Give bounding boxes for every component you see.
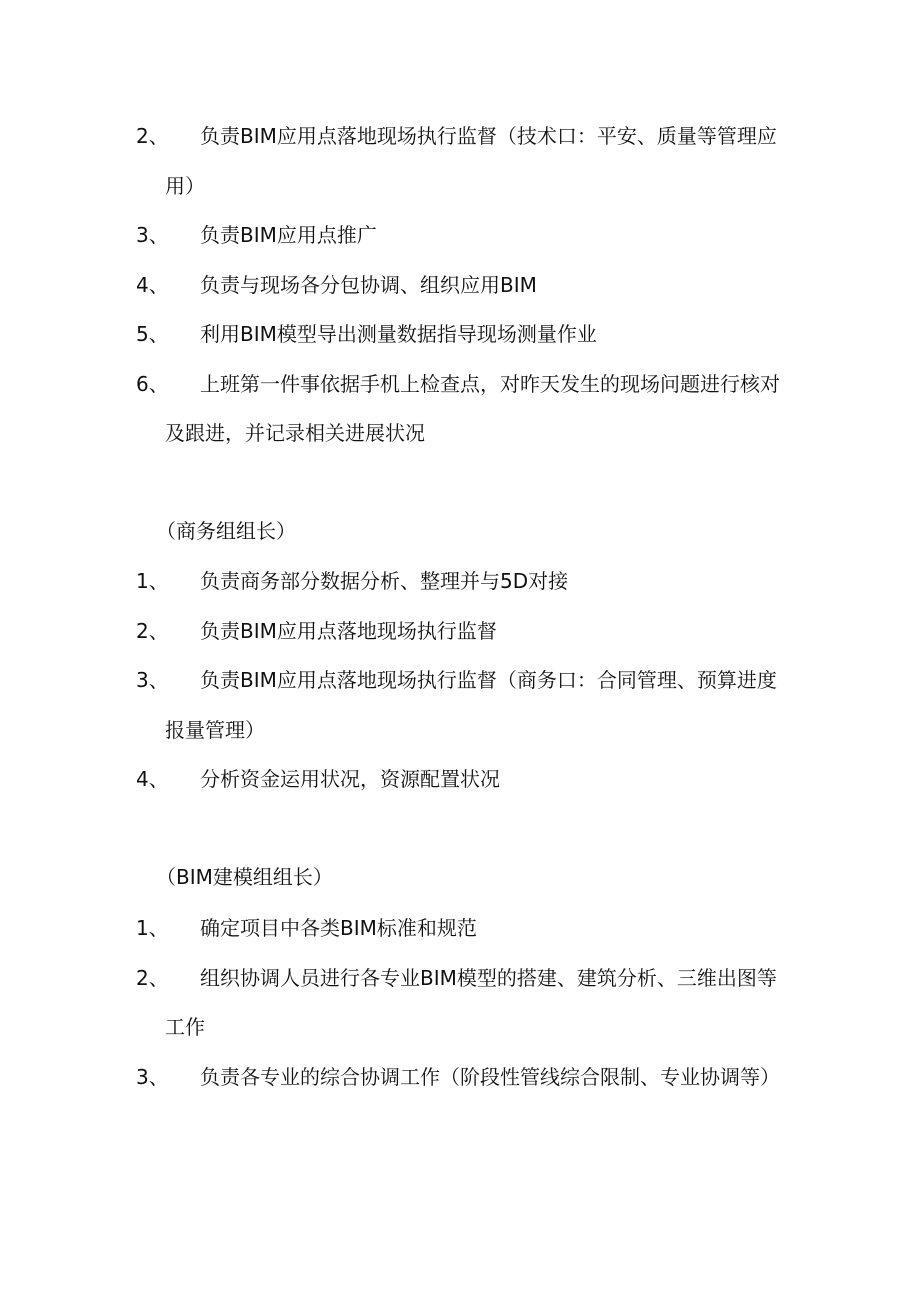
item-text: 负责BIM应用点落地现场执行监督 <box>200 618 497 643</box>
item-number: 4、 <box>136 767 169 791</box>
list-item <box>0 112 920 211</box>
section-heading-commerce: （商务组组长） <box>156 519 296 543</box>
item-text: 利用BIM模型导出测量数据指导现场测量作业 <box>200 322 597 346</box>
list-item <box>0 310 920 360</box>
list-item <box>0 1053 920 1103</box>
item-text: 负责BIM应用点落地现场执行监督（商务口：合同管理、预算进度报量管理） <box>165 668 777 742</box>
section-bim-modeling <box>0 904 920 1102</box>
item-text: 负责与现场各分包协调、组织应用BIM <box>200 272 537 297</box>
item-number: 2、 <box>136 618 169 643</box>
item-text: 分析资金运用状况，资源配置状况 <box>200 767 500 791</box>
item-number: 2、 <box>136 965 169 990</box>
item-text: 负责BIM应用点落地现场执行监督（技术口：平安、质量等管理应用） <box>165 124 777 198</box>
item-text: 上班第一件事依据手机上检查点，对昨天发生的现场问题进行核对及跟进，并记录相关进展状况 <box>165 371 780 445</box>
section-commerce <box>0 557 920 805</box>
item-number: 3、 <box>136 1064 169 1089</box>
list-item <box>0 656 920 755</box>
item-number: 2、 <box>136 124 169 148</box>
list-item <box>0 755 920 805</box>
item-text: 负责各专业的综合协调工作（阶段性管线综合限制、专业协调等） <box>200 1064 780 1089</box>
item-number: 6、 <box>136 371 169 396</box>
item-text: 组织协调人员进行各专业BIM模型的搭建、建筑分析、三维出图等工作 <box>165 965 777 1039</box>
item-text: 负责商务部分数据分析、整理并与5D对接 <box>200 569 569 593</box>
item-number: 3、 <box>136 668 169 692</box>
section-heading-bim-modeling: （BIM建模组组长） <box>156 865 333 889</box>
section-bim-application <box>0 112 920 459</box>
item-text: 确定项目中各类BIM标准和规范 <box>200 916 477 940</box>
item-number: 4、 <box>136 272 169 297</box>
list-item <box>0 904 920 954</box>
item-number: 1、 <box>136 569 169 593</box>
list-item <box>0 954 920 1053</box>
item-number: 3、 <box>136 223 169 247</box>
item-number: 5、 <box>136 322 169 346</box>
item-number: 1、 <box>136 916 169 940</box>
list-item <box>0 211 920 261</box>
list-item <box>0 261 920 311</box>
list-item <box>0 557 920 607</box>
list-item <box>0 607 920 657</box>
list-item <box>0 360 920 459</box>
item-text: 负责BIM应用点推广 <box>200 223 377 247</box>
